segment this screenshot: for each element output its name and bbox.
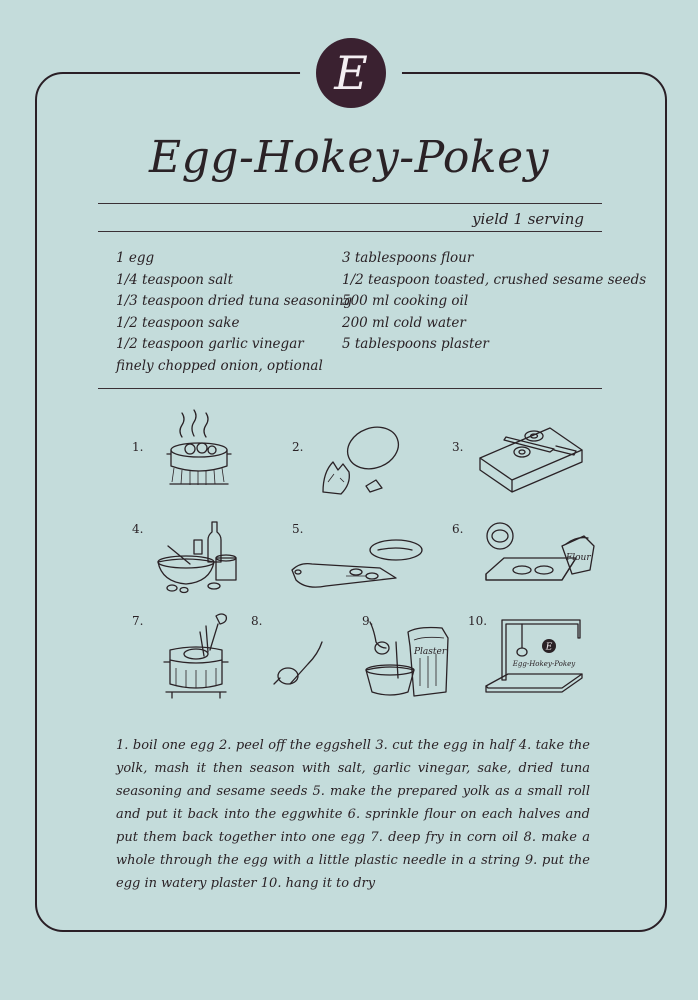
tray-with-flour-icon [482, 520, 596, 590]
step-number: 5. [292, 522, 304, 536]
recipe-title: Egg-Hokey-Pokey [149, 132, 549, 183]
step-number: 9. [362, 614, 374, 628]
step-number: 1. [132, 440, 144, 454]
step-number: 3. [452, 440, 464, 454]
boiling-pot-icon [162, 408, 236, 490]
hanging-box-icon [484, 616, 584, 700]
ingredient-item: 5 tablespoons plaster [342, 336, 489, 352]
ingredient-item: 1/3 teaspoon dried tuna seasoning [116, 293, 353, 309]
egg-on-needle-icon [268, 638, 326, 692]
ingredient-item: 1/4 teaspoon salt [116, 271, 234, 288]
plaster-bag-label: Plaster [414, 647, 447, 657]
bowl-with-bottles-icon [154, 518, 240, 596]
step-number: 8. [251, 614, 263, 628]
ingredient-item: 1/2 teaspoon garlic vinegar [116, 336, 304, 352]
ingredient-item: 1/2 teaspoon sake [116, 314, 240, 331]
instructions-text: 1. boil one egg 2. peel off the eggshell 3. cut the egg in half 4. take the yolk, mash it then season with salt, garlic vinegar, sake, dried tuna seasoning and sesame seeds 5. make the prepared yolk as a small roll and put it back into the eggwhite 6. sprinkle flour on each halves and put them back together into one egg 7. deep fry in corn oil 8. make a whole through the egg with a little plastic needle in a string 9. put the egg in watery plaster 10. hang it to dry [116, 738, 590, 891]
ingredient-item: 200 ml cold water [342, 314, 466, 331]
flour-bag-label: Flour [566, 553, 591, 563]
ingredients-rule [98, 388, 602, 389]
step-number: 2. [292, 440, 304, 454]
step-number: 7. [132, 614, 144, 628]
title-rule-top [98, 203, 602, 204]
deep-fryer-icon [162, 610, 242, 702]
ingredient-item: 3 tablespoons flour [342, 250, 474, 266]
step-number: 10. [468, 614, 488, 628]
step-number: 6. [452, 522, 464, 536]
plaster-bowl-icon [362, 618, 458, 706]
step-number: 4. [132, 522, 144, 536]
board-with-roll-icon [290, 536, 426, 590]
box-label: Egg-Hokey-Pokey [512, 660, 576, 668]
ingredient-item: 500 ml cooking oil [342, 293, 469, 309]
box-emblem-letter: E [545, 642, 553, 653]
cracked-egg-icon [318, 420, 408, 500]
ingredients-left [116, 248, 352, 377]
ingredients-right [342, 248, 646, 356]
ingredient-item: 1/2 teaspoon toasted, crushed sesame seeds [342, 271, 647, 288]
ingredient-item: finely chopped onion, optional [116, 357, 323, 374]
emblem-logo [316, 38, 386, 108]
emblem-letter: E [334, 46, 368, 100]
cutting-board-knife-icon [476, 418, 588, 494]
yield-text: yield 1 serving [472, 210, 584, 228]
ingredient-item: 1 egg [116, 250, 155, 266]
title-rule-bottom [98, 231, 602, 232]
